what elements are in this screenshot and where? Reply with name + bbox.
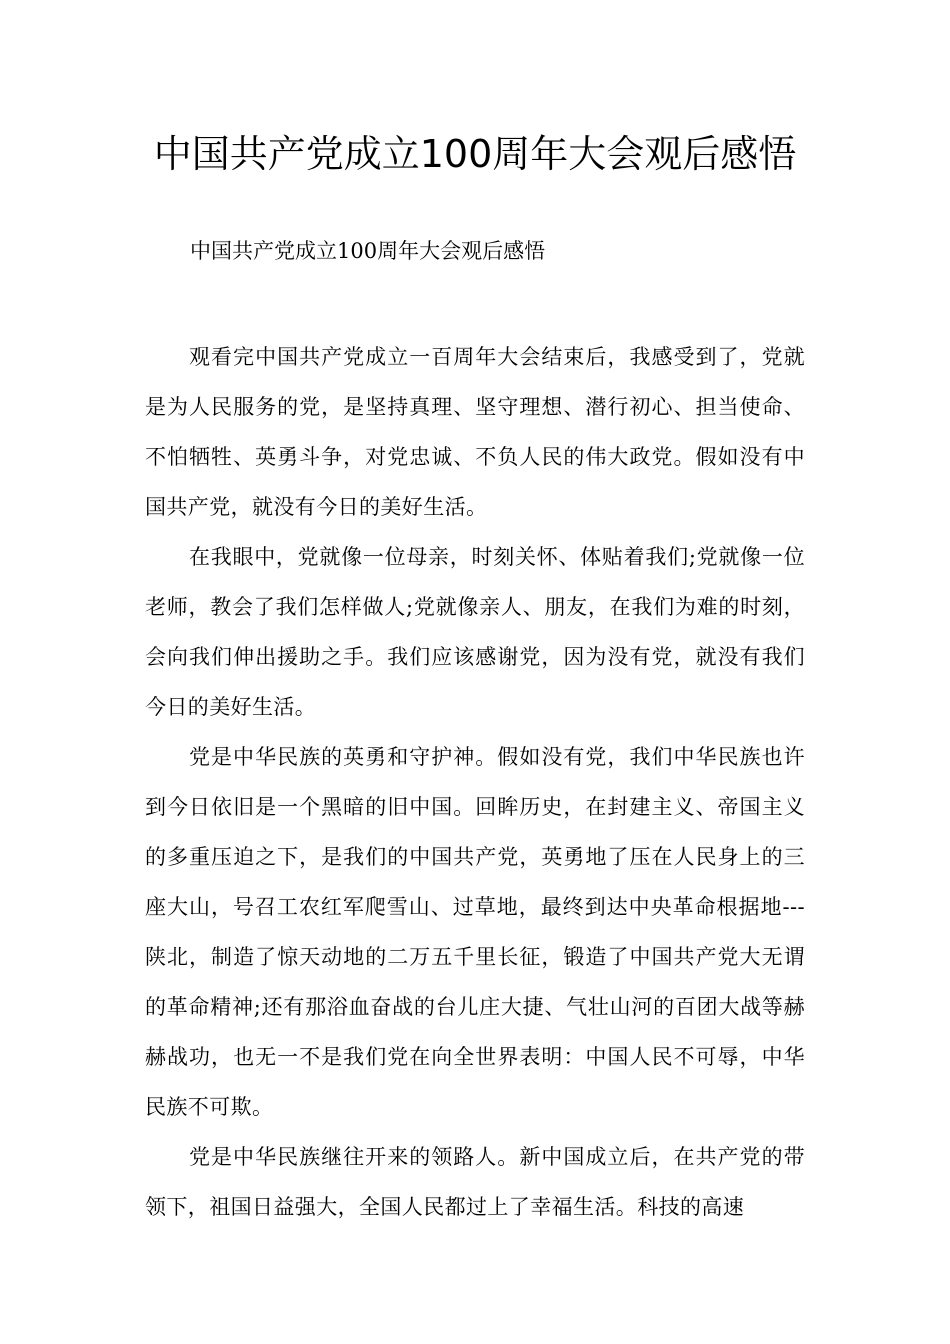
paragraph-3: 党是中华民族的英勇和守护神。假如没有党，我们中华民族也许到今日依旧是一个黑暗的旧中国。回眸历史，在封建主义、帝国主义的多重压迫之下，是我们的中国共产党，英勇地了压在人民身上的三座大山，号召工农红军爬雪山、过草地，最终到达中央革命根据地---陕北，制造了惊天动地的二万五千里长征，锻造了中国共产党大无谓的革命精神;还有那浴血奋战的台儿庄大捷、气壮山河的百团大战等赫赫战功，也无一不是我们党在向全世界表明：中国人民不可辱，中华民族不可欺。 [145, 745, 805, 1119]
paragraph-1: 观看完中国共产党成立一百周年大会结束后，我感受到了，党就是为人民服务的党，是坚持真理、坚守理想、潜行初心、担当使命、不怕牺牲、英勇斗争，对党忠诚、不负人民的伟大政党。假如没有中国共产党，就没有今日的美好生活。 [145, 345, 805, 519]
document-title: 中国共产党成立100周年大会观后感悟 [153, 132, 797, 176]
document-body [145, 332, 805, 1232]
document-subtitle: 中国共产党成立100周年大会观后感悟 [190, 239, 546, 263]
paragraph-2: 在我眼中，党就像一位母亲，时刻关怀、体贴着我们;党就像一位老师，教会了我们怎样做人;党就像亲人、朋友，在我们为难的时刻，会向我们伸出援助之手。我们应该感谢党，因为没有党，就没有我们今日的美好生活。 [145, 545, 805, 719]
paragraph-4: 党是中华民族继往开来的领路人。新中国成立后，在共产党的带领下，祖国日益强大，全国人民都过上了幸福生活。科技的高速 [145, 1145, 805, 1219]
